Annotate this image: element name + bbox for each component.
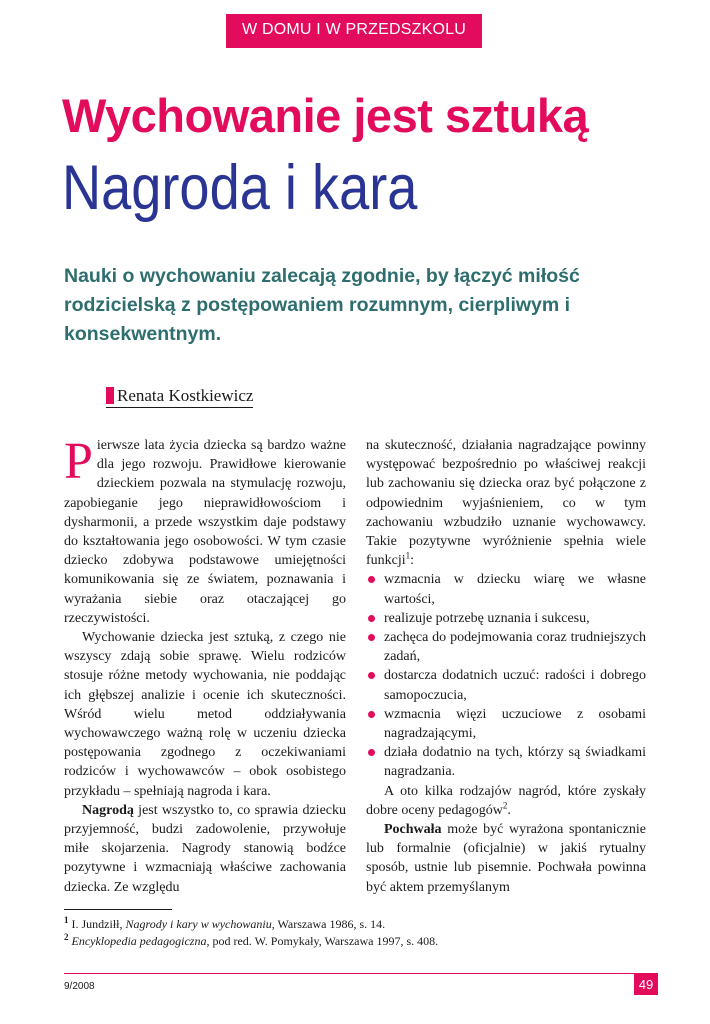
footnote-title: Encyklopedia pedagogiczna,	[71, 934, 210, 948]
paragraph-text: może być wyrażona spontanicznie lub formalnie (oficjalnie) w jakiś rytualny sposób, ustnie lub pisemnie. Pochwała powinna być aktem przemyślanym	[366, 822, 646, 895]
footnote-text: pod red. W. Pomykały, Warszawa 1997, s. 408.	[209, 934, 439, 948]
paragraph-text: ierwsze lata życia dziecka są bardzo ważne dla jego rozwoju. Prawidłowe kierowanie dzieckiem pozwala na stymulację rozwoju, zapobieganie jego nieprawidłowościom i dysharmonii, a przede wszystkim daje podstawy do kształtowania jego osobowości. W tym czasie dziecko zdobywa podstawowe umiejętności komunikowania się ze światem, poznawania i wyrażania siebie oraz otaczającej go rzeczywistości.	[64, 438, 346, 626]
list-item	[366, 743, 646, 781]
list-item	[366, 666, 646, 704]
punctuation: :	[410, 553, 415, 569]
list-item-text: działa dodatnio na tych, którzy są świadkami nagradzania.	[384, 745, 646, 780]
footnotes	[64, 916, 438, 950]
footnote-number: 2	[64, 932, 69, 942]
list-item-text: realizuje potrzebę uznania i sukcesu,	[384, 610, 590, 626]
footnote-ref: 2	[502, 800, 508, 811]
bullet-list	[366, 570, 646, 781]
footnote	[64, 916, 438, 933]
bullet-icon	[368, 672, 375, 679]
page-title: Wychowanie jest sztuką	[62, 89, 589, 142]
paragraph: Wychowanie dziecka jest sztuką, z czego nie wszyscy zdają sobie sprawę. Wielu rodziców stosuje różne metody wychowania, nie poddając ich głębszej analizie i ocenie ich skuteczności. Wśród wielu metod oddziaływania wychowawczego ważną rolę w uczeniu dziecka postępowania zgodnego z oczekiwaniami rodziców i wychowawców – obok osobistego przykładu – spełniają nagroda i kara.	[64, 630, 346, 799]
bullet-icon	[368, 615, 375, 622]
footer-rule	[64, 973, 646, 974]
paragraph	[366, 782, 646, 820]
footnote-text: I. Jundziłł,	[68, 917, 126, 931]
left-column	[64, 433, 346, 897]
list-item	[366, 609, 646, 628]
term-bold: Nagrodą	[82, 802, 134, 818]
bullet-icon	[368, 749, 375, 756]
list-item	[366, 570, 646, 608]
author-byline	[106, 386, 253, 408]
author-name: Renata Kostkiewicz	[117, 386, 254, 405]
paragraph-text: jest wszystko to, co sprawia dziecku przyjemność, budzi zadowolenie, przywołuje miłe skojarzenia. Nagrody stanowią bodźce pozytywne i wzmacniają właściwe zachowania dziecka. Ze względu	[64, 802, 346, 895]
list-item-text: wzmacnia w dziecku wiarę we własne wartości,	[384, 572, 646, 607]
paragraph	[366, 436, 646, 570]
term-bold: Pochwała	[384, 822, 442, 838]
footnote-text: , Warszawa 1986, s. 14.	[271, 917, 386, 931]
author-marker-icon	[106, 387, 114, 404]
list-item-text: zachęca do podejmowania coraz trudniejszych zadań,	[384, 630, 646, 665]
drop-cap: P	[64, 433, 93, 490]
section-label: W DOMU I W PRZEDSZKOLU	[226, 14, 482, 46]
list-item-text: dostarcza dodatnich uczuć: radości i dobrego samopoczucia,	[384, 668, 646, 703]
paragraph-text: A oto kilka rodzajów nagród, które zyskały dobre oceny pedagogów	[366, 783, 646, 818]
list-item	[366, 705, 646, 743]
right-column	[366, 436, 646, 897]
article-title: Nagroda i kara	[62, 153, 418, 223]
punctuation: .	[507, 802, 511, 818]
list-item	[366, 628, 646, 666]
paragraph	[366, 820, 646, 897]
footnote-ref: 1	[405, 550, 411, 561]
paragraph	[64, 801, 346, 897]
issue-number: 9/2008	[64, 981, 95, 992]
lead-paragraph: Nauki o wychowaniu zalecają zgodnie, by łączyć miłość rodzicielską z postępowaniem rozumnym, cierpliwym i konsekwentnym.	[64, 265, 580, 345]
footnote	[64, 933, 438, 950]
page-number: 49	[634, 973, 658, 995]
paragraph	[64, 433, 346, 628]
footnote-title: Nagrody i kary w wychowaniu	[125, 917, 272, 931]
list-item-text: wzmacnia więzi uczuciowe z osobami nagradzającymi,	[384, 706, 646, 742]
bullet-icon	[368, 576, 375, 583]
footnote-rule	[64, 909, 172, 910]
footnote-number: 1	[64, 915, 69, 925]
paragraph-text: na skuteczność, działania nagradzające powinny występować bezpośrednio po właściwej reakcji lub zachowaniu się dziecka oraz być połączone z odpowiednim wyjaśnieniem, co w tym zachowaniu wzbudziło uznanie wychowawcy. Takie pozytywne wyróżnienie spełnia wiele funkcji	[366, 438, 646, 569]
section-rule	[226, 46, 482, 48]
bullet-icon	[368, 711, 375, 718]
bullet-icon	[368, 634, 375, 641]
